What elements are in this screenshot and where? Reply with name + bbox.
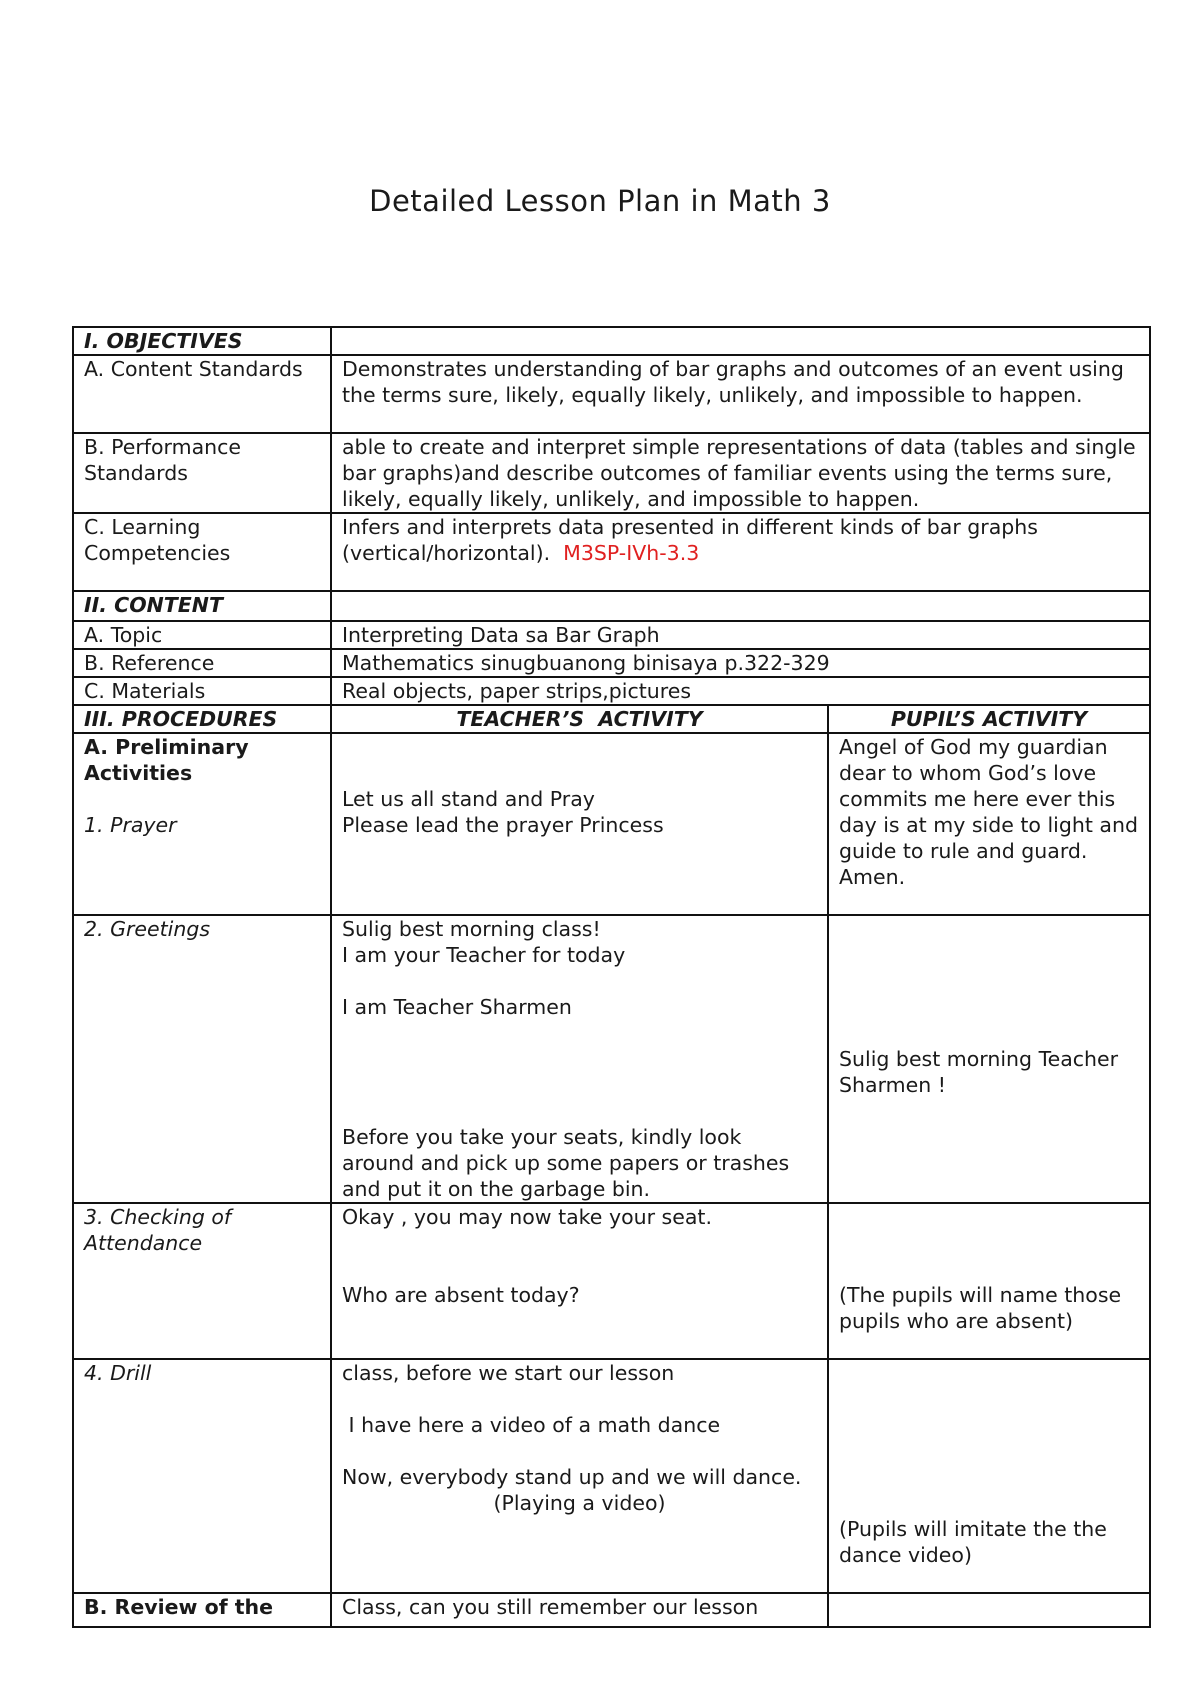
attendance-teacher: Okay , you may now take your seat. Who are absent today?: [331, 1203, 828, 1359]
topic-row: [73, 621, 1150, 649]
lesson-plan-table: [72, 326, 1151, 1628]
materials-row: [73, 677, 1150, 705]
learning-competencies-row: [73, 513, 1150, 591]
review-teacher: Class, can you still remember our lesson: [331, 1593, 828, 1627]
procedures-heading-row: [73, 705, 1150, 733]
performance-standards-text: able to create and interpret simple representations of data (tables and single bar graphs)and describe outcomes of familiar events using the terms sure, likely, equally likely, unlikely, and impossible to happen.: [331, 433, 1150, 513]
drill-label: 4. Drill: [73, 1359, 331, 1593]
review-label: B. Review of the: [73, 1593, 331, 1627]
content-standards-row: [73, 355, 1150, 433]
review-row: [73, 1593, 1150, 1627]
prayer-teacher: Let us all stand and Pray Please lead the prayer Princess: [331, 733, 828, 915]
review-pupil: [828, 1593, 1150, 1627]
greetings-pupil: Sulig best morning Teacher Sharmen !: [828, 915, 1150, 1203]
materials-label: C. Materials: [73, 677, 331, 705]
greetings-teacher: Sulig best morning class! I am your Teacher for today I am Teacher Sharmen Before you take your seats, kindly look around and pick up some papers or trashes and put it on the garbage bin.: [331, 915, 828, 1203]
objectives-heading: I. OBJECTIVES: [73, 327, 331, 355]
content-standards-label: A. Content Standards: [73, 355, 331, 433]
reference-row: [73, 649, 1150, 677]
greetings-row: [73, 915, 1150, 1203]
topic-text: Interpreting Data sa Bar Graph: [331, 621, 1150, 649]
attendance-label: 3. Checking of Attendance: [73, 1203, 331, 1359]
content-standards-text: Demonstrates understanding of bar graphs and outcomes of an event using the terms sure, likely, equally likely, unlikely, and impossible to happen.: [331, 355, 1150, 433]
learning-competencies-cell: [331, 513, 1150, 591]
pupil-activity-header: PUPIL’S ACTIVITY: [828, 705, 1150, 733]
preliminary-row: [73, 733, 1150, 915]
greetings-label: 2. Greetings: [73, 915, 331, 1203]
performance-standards-label: B. Performance Standards: [73, 433, 331, 513]
drill-row: [73, 1359, 1150, 1593]
prayer-pupil: Angel of God my guardian dear to whom God’s love commits me here ever this day is at my side to light and guide to rule and guard. Amen.: [828, 733, 1150, 915]
reference-label: B. Reference: [73, 649, 331, 677]
objectives-heading-row: [73, 327, 1150, 355]
learning-competencies-label: C. Learning Competencies: [73, 513, 331, 591]
drill-teacher: class, before we start our lesson I have here a video of a math dance Now, everybody stand up and we will dance.: [342, 1361, 802, 1489]
materials-text: Real objects, paper strips,pictures: [331, 677, 1150, 705]
performance-standards-row: [73, 433, 1150, 513]
page-title: Detailed Lesson Plan in Math 3: [369, 184, 831, 218]
learning-competencies-text: Infers and interprets data presented in different kinds of bar graphs (vertical/horizontal).: [342, 515, 1045, 565]
drill-pupil: (Pupils will imitate the the dance video): [828, 1359, 1150, 1593]
teacher-activity-header: TEACHER’S ACTIVITY: [331, 705, 828, 733]
preliminary-label: A. Preliminary Activities: [84, 735, 256, 785]
attendance-row: [73, 1203, 1150, 1359]
topic-label: A. Topic: [73, 621, 331, 649]
procedures-heading: III. PROCEDURES: [73, 705, 331, 733]
drill-video-note: (Playing a video): [493, 1491, 666, 1515]
prayer-label: 1. Prayer: [84, 813, 177, 837]
content-heading: II. CONTENT: [73, 591, 331, 621]
drill-teacher-cell: [331, 1359, 828, 1593]
content-heading-row: [73, 591, 1150, 621]
preliminary-cell: [73, 733, 331, 915]
attendance-pupil: (The pupils will name those pupils who are absent): [828, 1203, 1150, 1359]
competency-code: M3SP-IVh-3.3: [563, 541, 700, 565]
reference-text: Mathematics sinugbuanong binisaya p.322-329: [331, 649, 1150, 677]
